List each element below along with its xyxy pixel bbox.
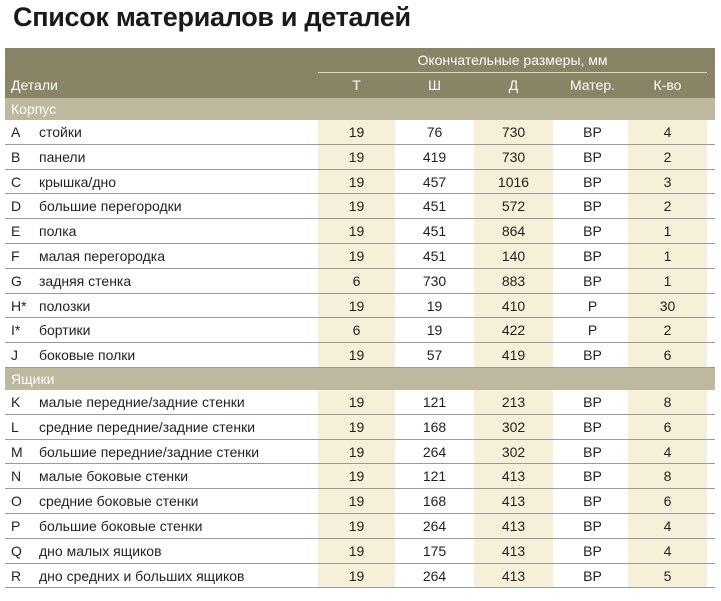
- col-header-material: Матер.: [569, 77, 615, 93]
- cell-part-letter: K: [11, 393, 21, 410]
- cell-part-letter: R: [11, 567, 22, 584]
- cell-part-letter: C: [11, 173, 22, 190]
- cell-part-letter: Q: [11, 542, 22, 559]
- cell-material: ВР: [583, 418, 602, 435]
- cell-thickness: 19: [318, 120, 395, 144]
- cell-quantity: 2: [628, 145, 707, 169]
- cell-length: 1016: [474, 170, 553, 194]
- table-row: [5, 170, 715, 195]
- cell-width: 76: [426, 124, 443, 140]
- table-row: [5, 343, 715, 368]
- cell-quantity: 3: [628, 170, 707, 194]
- cell-part-name: большие боковые стенки: [39, 517, 203, 534]
- cell-length: 302: [474, 440, 553, 464]
- cell-width: 19: [426, 297, 443, 314]
- cell-material: ВР: [583, 567, 602, 584]
- col-header-quantity: К-во: [653, 77, 682, 93]
- table-row: [5, 194, 715, 219]
- table-row: [5, 145, 715, 170]
- cell-width: 264: [422, 517, 447, 534]
- table-row: [5, 244, 715, 269]
- cell-width: 19: [426, 322, 443, 339]
- cell-thickness: 19: [318, 464, 395, 488]
- cell-part-letter: E: [11, 223, 21, 240]
- table-row: [5, 120, 715, 145]
- cell-thickness: 19: [318, 219, 395, 243]
- cell-width: 168: [422, 418, 447, 435]
- table-row: [5, 219, 715, 244]
- table-row: [5, 415, 715, 440]
- cell-length: 213: [474, 390, 553, 414]
- cell-quantity: 4: [628, 539, 707, 563]
- cell-material: ВР: [583, 247, 602, 264]
- cell-thickness: 19: [318, 390, 395, 414]
- cell-thickness: 6: [318, 318, 395, 342]
- cell-part-name: малая перегородка: [39, 247, 166, 264]
- cell-quantity: 1: [628, 219, 707, 243]
- cell-material: Р: [587, 322, 598, 339]
- cell-thickness: 19: [318, 539, 395, 563]
- page-title: Список материалов и деталей: [13, 2, 411, 32]
- cell-part-letter: A: [11, 124, 21, 140]
- cell-width: 451: [422, 247, 447, 264]
- cell-quantity: 6: [628, 489, 707, 513]
- table-row: [5, 390, 715, 415]
- cell-part-name: боковые полки: [39, 347, 136, 364]
- cell-thickness: 19: [318, 514, 395, 538]
- cell-part-letter: L: [11, 418, 19, 435]
- cell-material: ВР: [583, 393, 602, 410]
- cell-part-name: дно малых ящиков: [39, 542, 162, 559]
- section-header: Корпус: [5, 98, 715, 120]
- cell-width: 419: [422, 148, 447, 165]
- cell-part-name: полозки: [39, 297, 91, 314]
- cell-part-name: малые передние/задние стенки: [39, 393, 245, 410]
- cell-material: ВР: [583, 198, 602, 215]
- cell-length: 864: [474, 219, 553, 243]
- cell-part-name: панели: [39, 148, 86, 165]
- table-row: [5, 318, 715, 343]
- cell-part-name: стойки: [39, 124, 82, 140]
- cell-part-name: задняя стенка: [39, 272, 132, 289]
- cell-part-letter: P: [11, 517, 21, 534]
- cell-part-letter: D: [11, 198, 22, 215]
- cell-quantity: 6: [628, 415, 707, 439]
- cell-quantity: 1: [628, 269, 707, 293]
- cell-part-name: полка: [39, 223, 77, 240]
- cell-thickness: 19: [318, 170, 395, 194]
- cell-material: ВР: [583, 347, 602, 364]
- col-header-thickness: Т: [352, 77, 361, 93]
- cell-thickness: 19: [318, 244, 395, 268]
- cell-length: 413: [474, 564, 553, 588]
- cell-length: 302: [474, 415, 553, 439]
- cell-part-name: дно средних и больших ящиков: [39, 567, 245, 584]
- cell-material: ВР: [583, 493, 602, 510]
- cell-length: 730: [474, 145, 553, 169]
- table-row: [5, 564, 715, 589]
- cell-part-letter: F: [11, 247, 20, 264]
- cell-quantity: 4: [628, 120, 707, 144]
- cell-quantity: 30: [628, 294, 707, 318]
- cell-width: 730: [422, 272, 447, 289]
- cell-part-name: бортики: [39, 322, 91, 339]
- cell-width: 457: [422, 173, 447, 190]
- cell-quantity: 2: [628, 318, 707, 342]
- cell-thickness: 19: [318, 489, 395, 513]
- cell-quantity: 1: [628, 244, 707, 268]
- cell-width: 121: [422, 393, 447, 410]
- cell-length: 413: [474, 489, 553, 513]
- cell-thickness: 19: [318, 343, 395, 367]
- cell-part-letter: M: [11, 443, 23, 460]
- cell-part-letter: B: [11, 148, 21, 165]
- cell-length: 883: [474, 269, 553, 293]
- cell-thickness: 19: [318, 294, 395, 318]
- cell-part-name: крышка/дно: [39, 173, 116, 190]
- cell-material: ВР: [583, 148, 602, 165]
- cell-material: Р: [587, 297, 598, 314]
- cell-part-name: большие передние/задние стенки: [39, 443, 260, 460]
- table-row: [5, 489, 715, 514]
- cell-material: ВР: [583, 124, 602, 140]
- cell-width: 264: [422, 567, 447, 584]
- cell-part-name: большие перегородки: [39, 198, 182, 215]
- materials-table: [5, 48, 715, 588]
- cell-part-name: средние передние/задние стенки: [39, 418, 256, 435]
- cell-length: 410: [474, 294, 553, 318]
- cell-width: 175: [422, 542, 447, 559]
- cell-material: ВР: [583, 272, 602, 289]
- cell-part-name: малые боковые стенки: [39, 468, 189, 485]
- cell-thickness: 6: [318, 269, 395, 293]
- cell-length: 572: [474, 194, 553, 218]
- cell-length: 140: [474, 244, 553, 268]
- dimensions-header: Окончательные размеры, мм: [417, 52, 608, 68]
- cell-thickness: 19: [318, 440, 395, 464]
- cell-quantity: 6: [628, 343, 707, 367]
- table-row: [5, 539, 715, 564]
- cell-material: ВР: [583, 468, 602, 485]
- cell-quantity: 8: [628, 464, 707, 488]
- cell-part-name: средние боковые стенки: [39, 493, 199, 510]
- cell-quantity: 8: [628, 390, 707, 414]
- header-divider: [318, 72, 707, 73]
- cell-material: ВР: [583, 223, 602, 240]
- cell-width: 451: [422, 198, 447, 215]
- cell-material: ВР: [583, 542, 602, 559]
- section-header: Ящики: [5, 368, 715, 390]
- cell-part-letter: I*: [11, 322, 21, 339]
- table-body: [5, 98, 715, 588]
- cell-quantity: 4: [628, 440, 707, 464]
- cell-thickness: 19: [318, 415, 395, 439]
- cell-length: 413: [474, 514, 553, 538]
- cell-thickness: 19: [318, 145, 395, 169]
- cell-quantity: 2: [628, 194, 707, 218]
- cell-part-letter: O: [11, 493, 22, 510]
- cell-width: 121: [422, 468, 447, 485]
- cell-material: ВР: [583, 173, 602, 190]
- table-header: [5, 48, 715, 98]
- table-row: [5, 440, 715, 465]
- col-header-name: Детали: [11, 77, 58, 93]
- cell-quantity: 4: [628, 514, 707, 538]
- cell-width: 264: [422, 443, 447, 460]
- cell-length: 730: [474, 120, 553, 144]
- table-row: [5, 514, 715, 539]
- cell-part-letter: G: [11, 272, 22, 289]
- cell-length: 413: [474, 539, 553, 563]
- cell-thickness: 19: [318, 194, 395, 218]
- cell-length: 419: [474, 343, 553, 367]
- cell-width: 57: [426, 347, 443, 364]
- cell-material: ВР: [583, 517, 602, 534]
- cell-thickness: 19: [318, 564, 395, 588]
- col-header-length: Д: [508, 77, 519, 93]
- cell-width: 451: [422, 223, 447, 240]
- table-row: [5, 464, 715, 489]
- cell-quantity: 5: [628, 564, 707, 588]
- table-row: [5, 269, 715, 294]
- cell-width: 168: [422, 493, 447, 510]
- cell-part-letter: N: [11, 468, 22, 485]
- cell-part-letter: J: [11, 347, 18, 364]
- cell-length: 413: [474, 464, 553, 488]
- table-row: [5, 294, 715, 319]
- cell-material: ВР: [583, 443, 602, 460]
- cell-part-letter: H*: [11, 297, 27, 314]
- col-header-width: Ш: [428, 77, 441, 93]
- cell-length: 422: [474, 318, 553, 342]
